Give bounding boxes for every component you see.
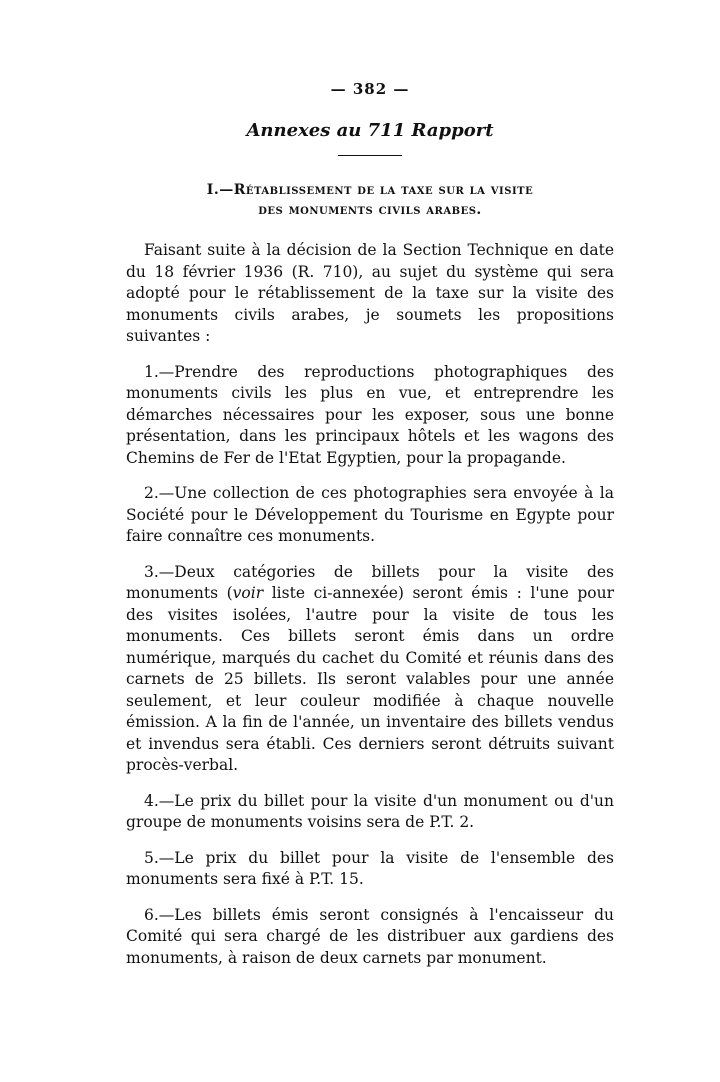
- annex-title: Annexes au 711 Rapport: [246, 120, 494, 141]
- paragraph-item-5: 5.—Le prix du billet pour la visite de l'ensemble des monuments sera fixé à P.T. 15.: [126, 848, 614, 888]
- paragraph-item-1: 1.—Prendre des reproductions photographiques des monuments civils les plus en vue, et entreprendre les démarches nécessaires pour les exposer, sous une bonne présentation, dans les principaux hôtels et les wagons des Chemins de Fer de l'Etat Egyptien, pour la propagande.: [126, 362, 614, 467]
- paragraph-intro: Faisant suite à la décision de la Section Technique en date du 18 février 1936 (R. 710), au sujet du système qui sera adopté pour le rétablissement de la taxe sur la visite des monuments civils arabes, je soumets les propositions suivantes :: [126, 241, 614, 345]
- section-heading: [126, 180, 614, 220]
- paragraph-item-3: [126, 562, 614, 777]
- section-heading-line-2: des monuments civils arabes.: [258, 202, 482, 218]
- document-page: [126, 80, 614, 983]
- page-number: — 382 —: [330, 80, 410, 98]
- paragraph-item-3-part-2: liste ci-annexée) seront émis : l'une pour des visites isolées, l'autre pour la visite de tous les monuments. Ces billets seront émis dans un ordre numérique, marqués du cachet du Comité et réunis dans des carnets de 25 billets. Ils seront valables pour une année seulement, et leur couleur modifiée à chaque nouvelle émission. A la fin de l'année, un inventaire des billets vendus et invendus sera établi. Ces derniers seront détruits suivant procès-verbal.: [126, 584, 614, 774]
- paragraph-item-3-italic: voir: [232, 584, 264, 602]
- paragraph-item-4: 4.—Le prix du billet pour la visite d'un monument ou d'un groupe de monuments voisins sera de P.T. 2.: [126, 791, 614, 831]
- paragraph-item-6: 6.—Les billets émis seront consignés à l'encaisseur du Comité qui sera chargé de les distribuer aux gardiens des monuments, à raison de deux carnets par monument.: [126, 905, 614, 967]
- section-heading-line-1: I.—Rétablissement de la taxe sur la visite: [206, 182, 534, 198]
- paragraph-item-3-part-1: 3.—Deux catégories de billets pour la visite des monuments (: [126, 562, 614, 602]
- title-divider: [338, 155, 402, 156]
- paragraph-item-2: 2.—Une collection de ces photographies sera envoyée à la Société pour le Développement du Tourisme en Egypte pour faire connaître ces monuments.: [126, 484, 614, 545]
